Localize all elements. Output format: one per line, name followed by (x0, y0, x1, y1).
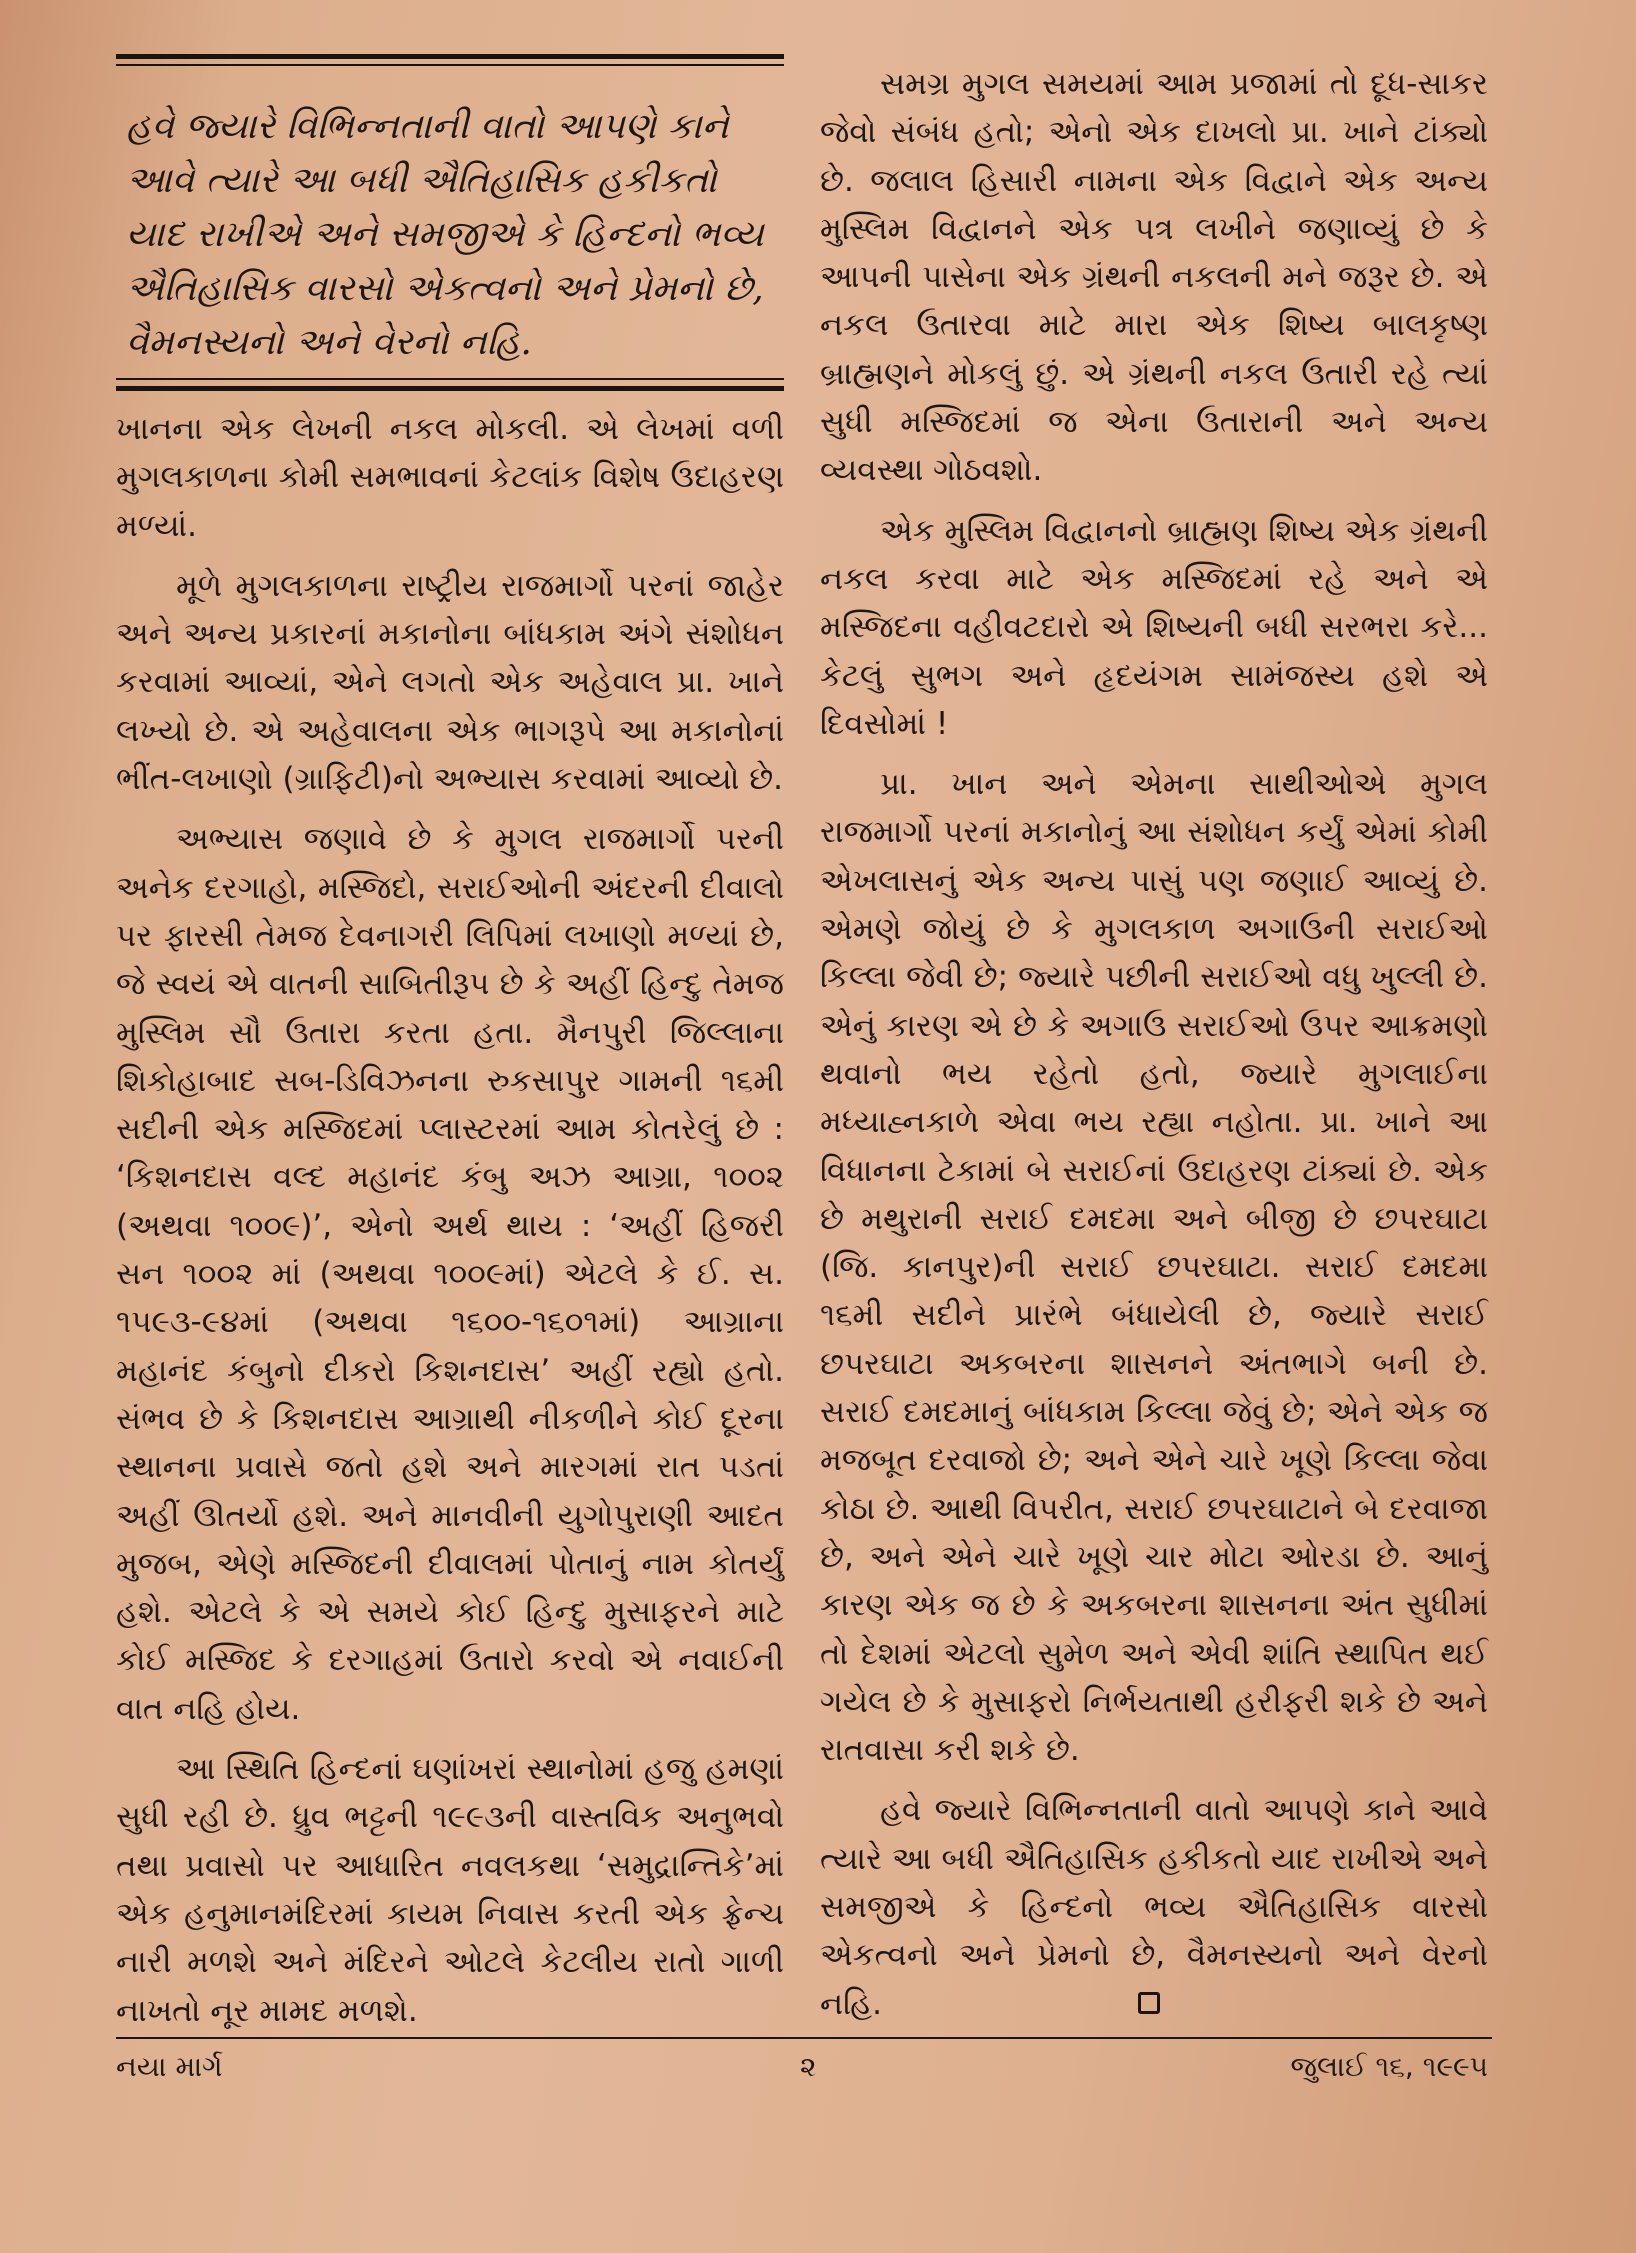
pull-quote-bottom-rule-thin (116, 378, 784, 380)
pull-quote-top-rule-thin (116, 64, 784, 66)
paragraph: સમગ્ર મુગલ સમયમાં આમ પ્રજામાં તો દૂધ-સાકર જેવો સંબંધ હતો; એનો એક દાખલો પ્રા. ખાને ટાંક્યો છે. જલાલ હિસારી નામના એક વિદ્વાને એક અન્ય મુસ્લિમ વિદ્વાનને એક પત્ર લખીને જણાવ્યું છે કે આપની પાસેના એક ગ્રંથની નકલની મને જરૂર છે. એ નકલ ઉતારવા માટે મારા એક શિષ્ય બાલકૃષ્ણ બ્રાહ્મણને મોકલું છું. એ ગ્રંથની નકલ ઉતારી રહે ત્યાં સુધી મસ્જિદમાં જ એના ઉતારાની અને અન્ય વ્યવસ્થા ગોઠવશો. (820, 66, 1488, 489)
right-column (820, 60, 1488, 2028)
paragraph: એક મુસ્લિમ વિદ્વાનનો બ્રાહ્મણ શિષ્ય એક ગ્રંથની નકલ કરવા માટે એક મસ્જિદમાં રહે અને એ મસ્જિદના વહીવટદારો એ શિષ્યની બધી સરભરા કરે... કેટલું સુભગ અને હૃદયંગમ સામંજસ્ય હશે એ દિવસોમાં ! (820, 512, 1488, 742)
paragraph: હવે જ્યારે વિભિન્નતાની વાતો આપણે કાને આવે ત્યારે આ બધી ઐતિહાસિક હકીકતો યાદ રાખીએ અને સમજીએ કે હિન્દનો ભવ્ય ઐતિહાસિક વારસો એકત્વનો અને પ્રેમનો છે, વૈમનસ્યનો અને વેરનો નહિ. (820, 1792, 1488, 2022)
footer-date: જુલાઈ ૧૬, ૧૯૯૫ (1290, 2050, 1488, 2083)
pull-quote-box (116, 40, 784, 396)
paragraph: પ્રા. ખાન અને એમના સાથીઓએ મુગલ રાજમાર્ગો પરનાં મકાનોનું આ સંશોધન કર્યું એમાં કોમી એખલાસનું એક અન્ય પાસું પણ જણાઈ આવ્યું છે. એમણે જોયું છે કે મુગલકાળ અગાઉની સરાઈઓ કિલ્લા જેવી છે; જ્યારે પછીની સરાઈઓ વધુ ખુલ્લી છે. એનું કારણ એ છે કે અગાઉ સરાઈઓ ઉપર આક્રમણો થવાનો ભય રહેતો હતો, જ્યારે મુગલાઈના મધ્યાહ્નકાળે એવા ભય રહ્યા નહોતા. પ્રા. ખાને આ વિધાનના ટેકામાં બે સરાઈનાં ઉદાહરણ ટાંક્યાં છે. એક છે મથુરાની સરાઈ દમદમા અને બીજી છે છપરઘાટા (જિ. કાનપુર)ની સરાઈ છપરઘાટા. સરાઈ દમદમા ૧૬મી સદીને પ્રારંભે બંધાયેલી છે, જ્યારે સરાઈ છપરઘાટા અકબરના શાસનને અંતભાગે બની છે. સરાઈ દમદમાનું બાંધકામ કિલ્લા જેવું છે; એને એક જ મજબૂત દરવાજો છે; અને એને ચારે ખૂણે કિલ્લા જેવા કોઠા છે. આથી વિપરીત, સરાઈ છપરઘાટાને બે દરવાજા છે, અને એને ચારે ખૂણે ચાર મોટા ઓરડા છે. આનું કારણ એક જ છે કે અકબરના શાસનના અંત સુધીમાં તો દેશમાં એટલો સુમેળ અને એવી શાંતિ સ્થાપિત થઈ ગયેલ છે કે મુસાફરો નિર્ભયતાથી હરીફરી શકે છે અને રાતવાસા કરી શકે છે. (820, 766, 1488, 1769)
footer-publication: નયા માર્ગ (116, 2050, 223, 2083)
end-of-article-square-icon (1138, 1992, 1160, 2014)
paragraph: આ સ્થિતિ હિન્દનાં ઘણાંખરાં સ્થાનોમાં હજુ હમણાં સુધી રહી છે. ધ્રુવ ભટ્ટની ૧૯૯૩ની વાસ્તવિક અનુભવો તથા પ્રવાસો પર આધારિત નવલકથા ‘સમુદ્રાન્તિકે’માં એક હનુમાનમંદિરમાં કાયમ નિવાસ કરતી એક ફ્રેન્ચ નારી મળશે અને મંદિરને ઓટલે કેટલીય રાતો ગાળી નાખતો નૂર મામદ મળશે. (116, 1751, 784, 2029)
footer-page-number: ૨ (800, 2050, 817, 2083)
left-column (116, 405, 784, 2035)
paragraph: અભ્યાસ જણાવે છે કે મુગલ રાજમાર્ગો પરની અનેક દરગાહો, મસ્જિદો, સરાઈઓની અંદરની દીવાલો પર ફારસી તેમજ દેવનાગરી લિપિમાં લખાણો મળ્યાં છે, જે સ્વયં એ વાતની સાબિતીરૂપ છે કે અહીં હિન્દુ તેમજ મુસ્લિમ સૌ ઉતારા કરતા હતા. મૈનપુરી જિલ્લાના શિકોહાબાદ સબ-ડિવિઝનના રુકસાપુર ગામની ૧૬મી સદીની એક મસ્જિદમાં પ્લાસ્ટરમાં આમ કોતરેલું છે : ‘કિશનદાસ વલ્દ મહાનંદ કંબુ અઝ આગ્રા, ૧૦૦૨ (અથવા ૧૦૦૯)’, એનો અર્થ થાય : ‘અહીં હિજરી સન ૧૦૦૨ માં (અથવા ૧૦૦૯માં) એટલે કે ઈ. સ. ૧૫૯૩-૯૪માં (અથવા ૧૬૦૦-૧૬૦૧માં) આગ્રાના મહાનંદ કંબુનો દીકરો કિશનદાસ’ અહીં રહ્યો હતો. સંભવ છે કે કિશનદાસ આગ્રાથી નીકળીને કોઈ દૂરના સ્થાનના પ્રવાસે જતો હશે અને મારગમાં રાત પડતાં અહીં ઊતર્યો હશે. અને માનવીની યુગોપુરાણી આદત મુજબ, એણે મસ્જિદની દીવાલમાં પોતાનું નામ કોતર્યું હશે. એટલે કે એ સમયે કોઈ હિન્દુ મુસાફરને માટે કોઈ મસ્જિદ કે દરગાહમાં ઉતારો કરવો એ નવાઈની વાત નહિ હોય. (116, 821, 784, 1727)
pull-quote-bottom-rule-thick (116, 386, 784, 391)
paragraph: મૂળે મુગલકાળના રાષ્ટ્રીય રાજમાર્ગો પરનાં જાહેર અને અન્ય પ્રકારનાં મકાનોના બાંધકામ અંગે સંશોધન કરવામાં આવ્યાં, એને લગતો એક અહેવાલ પ્રા. ખાને લખ્યો છે. એ અહેવાલના એક ભાગરૂપે આ મકાનોનાં ભીંત-લખાણો (ગ્રાફિટી)નો અભ્યાસ કરવામાં આવ્યો છે. (116, 567, 784, 798)
pull-quote: હવે જ્યારે વિભિન્નતાની વાતો આપણે કાને આવે ત્યારે આ બધી ઐતિહાસિક હકીકતો યાદ રાખીએ અને સમજીએ કે હિન્દનો ભવ્ય ઐતિહાસિક વારસો એકત્વનો અને પ્રેમનો છે, વૈમનસ્યનો અને વેરનો નહિ. (126, 106, 764, 363)
paragraph: ખાનના એક લેખની નકલ મોકલી. એ લેખમાં વળી મુગલકાળના કોમી સમભાવનાં કેટલાંક વિશેષ ઉદાહરણ મળ્યાં. (116, 411, 784, 544)
footer-rule (116, 2037, 1492, 2039)
pull-quote-top-rule-thick (116, 54, 784, 59)
